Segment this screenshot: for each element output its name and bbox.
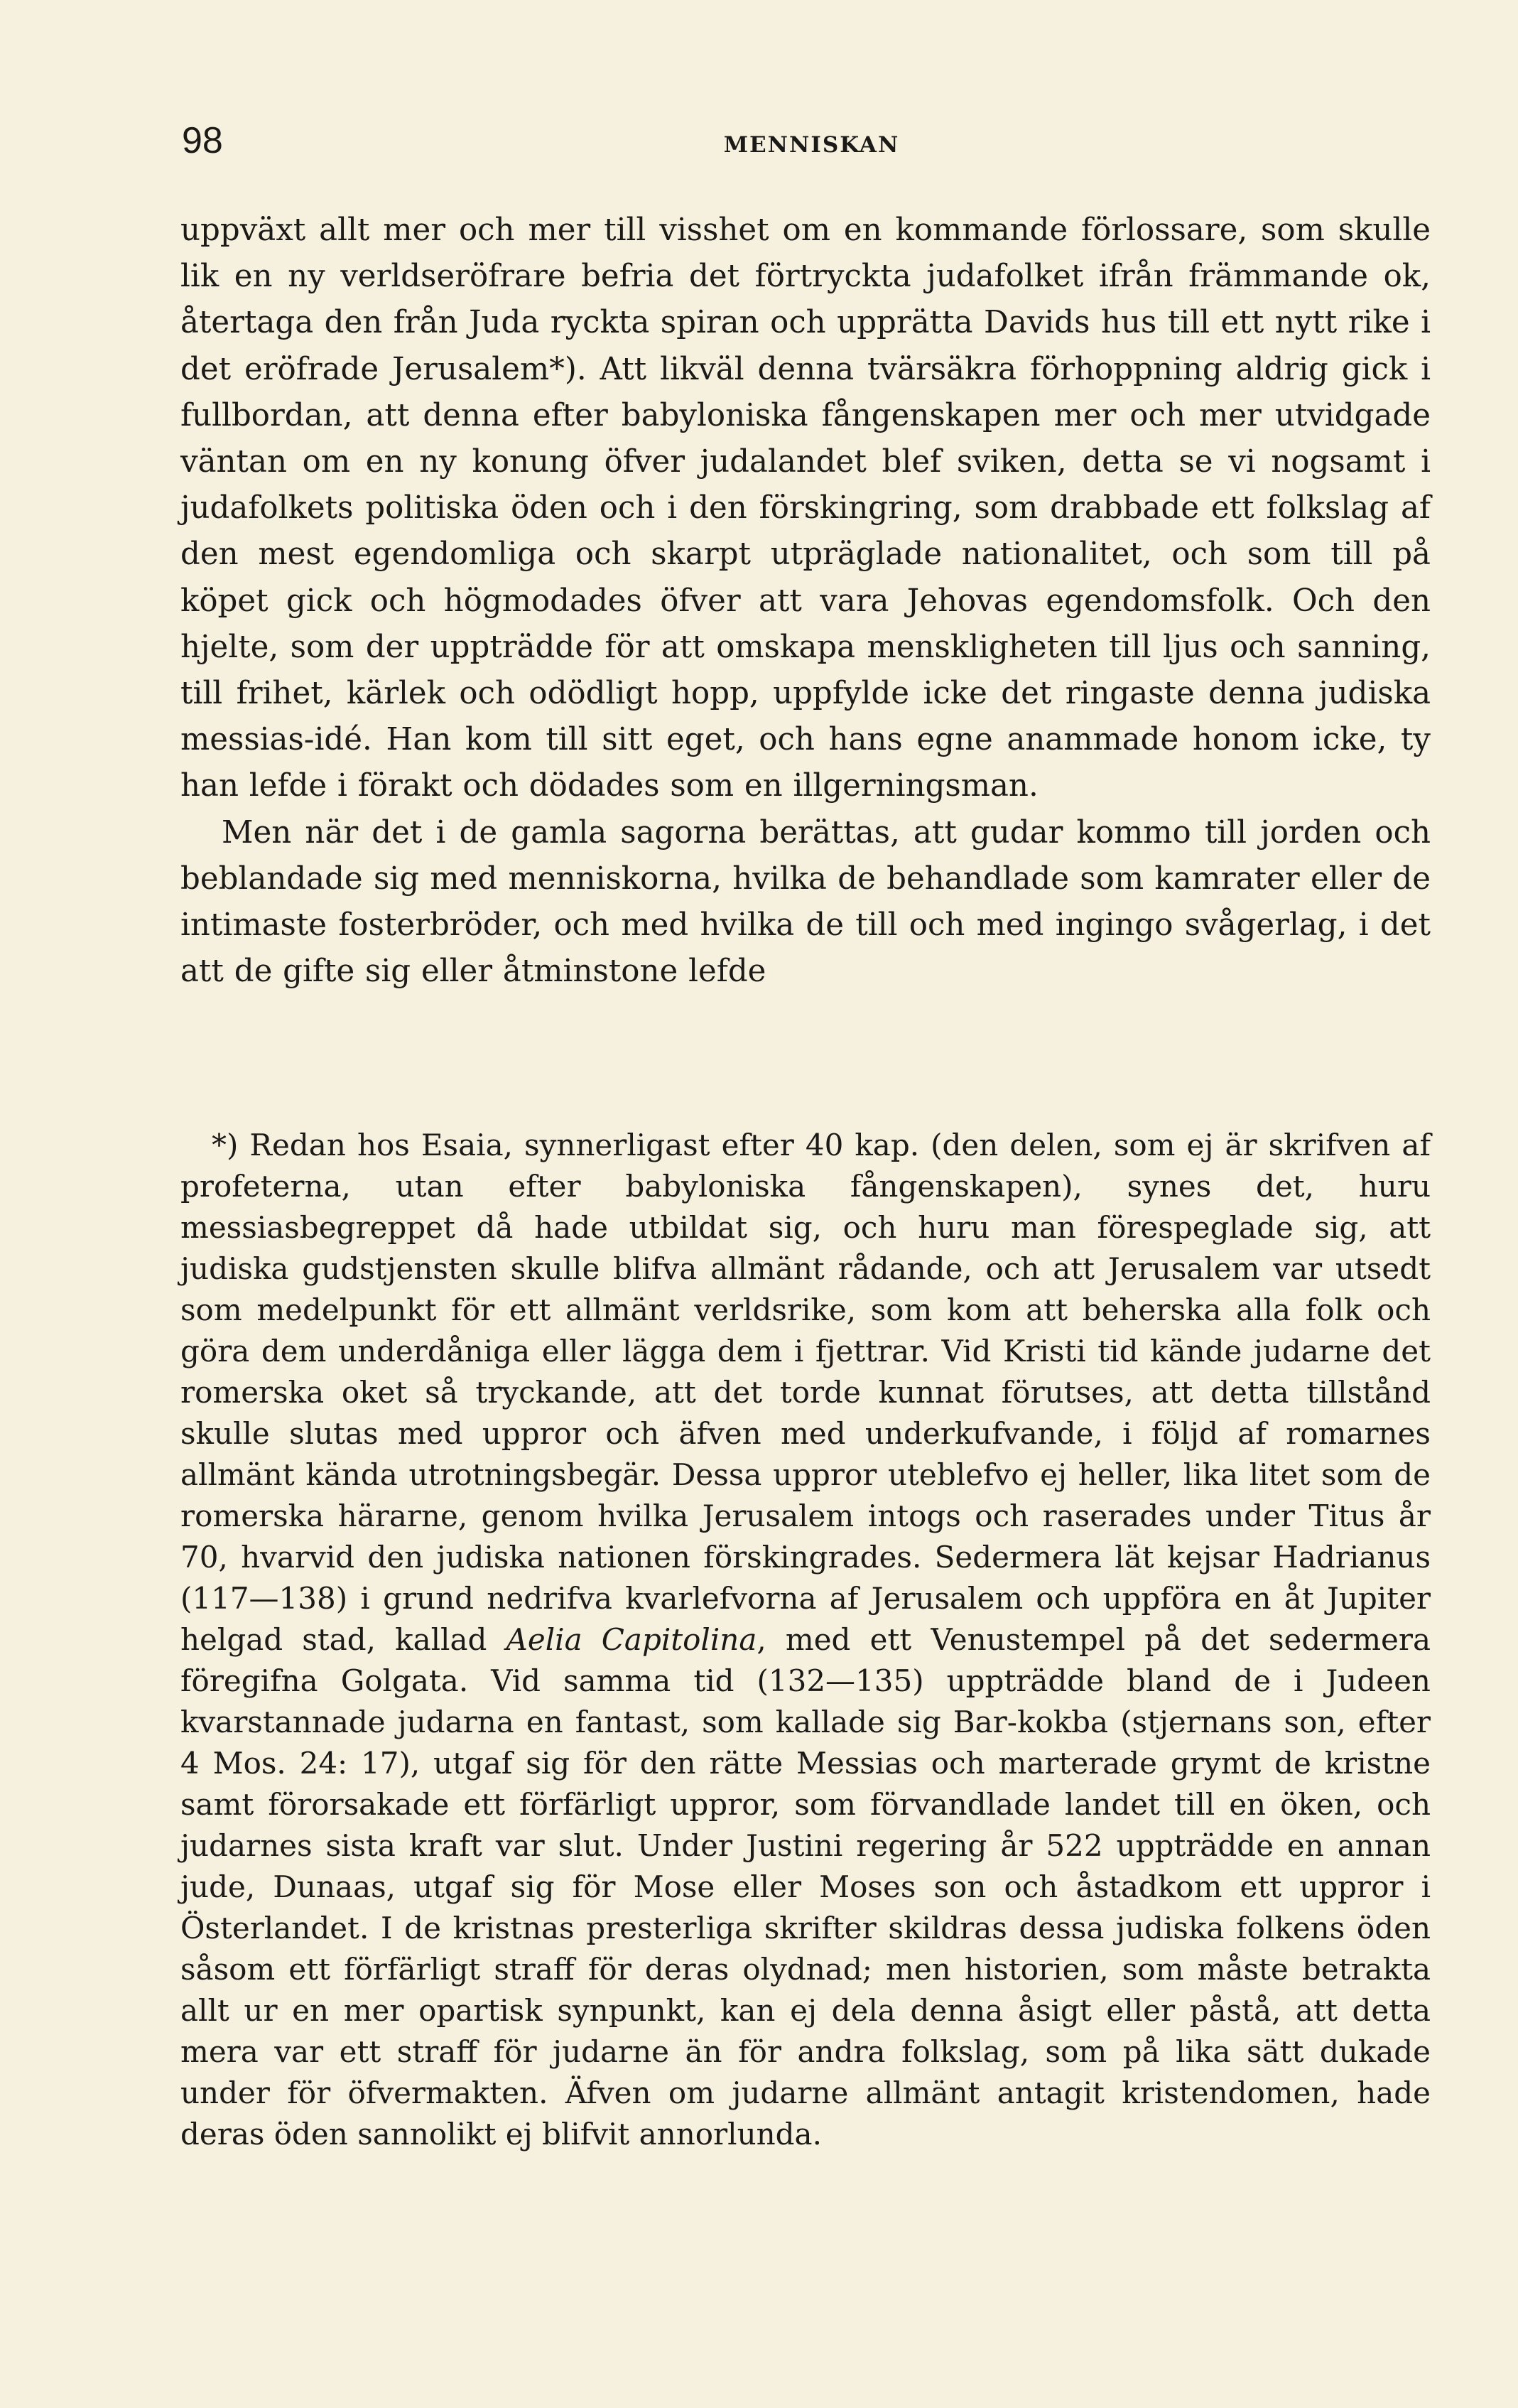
footnote-text-part-2: , med ett Venustempel på det sedermera föregifna Golgata. Vid samma tid (132—135) uppträdde bland de i Judeen kvarstannade judarna en fantast, som kallade sig Bar-kokba (stjernans son, efter 4 Mos. 24: 17), utgaf sig för den rätte Messias och marterade grymt de kristne samt förorsakade ett förfärligt uppror, som förvandlade landet till en öken, och judarnes sista kraft var slut. Under Justini regering år 522 uppträdde en annan jude, Dunaas, utgaf sig för Mose eller Moses son och åstadkom ett uppror i Österlandet. I de kristnas presterliga skrifter skildras dessa judiska folkens öden såsom ett förfärligt straff för deras olydnad; men historien, som måste betrakta allt ur en mer opartisk synpunkt, kan ej dela denna åsigt eller påstå, att detta mera var ett straff för judarne än för andra folkslag, som på lika sätt dukade under för öfvermakten. Äfven om judarne allmänt antagit kristendomen, hade deras öden sannolikt ej blifvit annorlunda.	[180, 1622, 1431, 2151]
page-number: 98	[182, 120, 223, 161]
running-title: MENNISKAN	[723, 132, 900, 158]
footnote-italic-name: Aelia Capitolina	[506, 1622, 757, 1657]
footnote	[180, 1125, 1431, 2155]
body-paragraph-2: Men när det i de gamla sagorna berättas, att gudar kommo till jorden och beblandade sig med menniskorna, hvilka de behandlade som kamrater eller de intimaste fosterbröder, och med hvilka de till och med ingingo svågerlag, i det att de gifte sig eller åtminstone lefde	[180, 814, 1431, 990]
page-header	[182, 112, 1441, 169]
footnote-text-part-1: *) Redan hos Esaia, synnerligast efter 40 kap. (den delen, som ej är skrifven af profeterna, utan efter babyloniska fångenskapen), synes det, huru messiasbegreppet då hade utbildat sig, och huru man förespeglade sig, att judiska gudstjensten skulle blifva allmänt rådande, och att Jerusalem var utsedt som medelpunkt för ett allmänt verldsrike, som kom att beherska alla folk och göra dem underdåniga eller lägga dem i fjettrar. Vid Kristi tid kände judarne det romerska oket så tryckande, att det torde kunnat förutses, att detta tillstånd skulle slutas med uppror och äfven med underkufvande, i följd af romarnes allmänt kända utrotningsbegär. Dessa uppror uteblefvo ej heller, lika litet som de romerska härarne, genom hvilka Jerusalem intogs och raserades under Titus år 70, hvarvid den judiska nationen förskingrades. Sedermera lät kejsar Hadrianus (117—138) i grund nedrifva kvarlefvorna af Jerusalem och uppföra en åt Jupiter helgad stad, kallad	[180, 1128, 1431, 1657]
main-text	[180, 207, 1431, 995]
footnote-paragraph	[180, 1125, 1431, 2155]
body-paragraph-1: uppväxt allt mer och mer till visshet om en kommande förlossare, som skulle lik en ny verldseröfrare befria det förtryckta judafolket ifrån främmande ok, återtaga den från Juda ryckta spiran och upprätta Davids hus till ett nytt rike i det eröfrade Jerusalem*). Att likväl denna tvärsäkra förhoppning aldrig gick i fullbordan, att denna efter babyloniska fångenskapen mer och mer utvidgade väntan om en ny konung öfver judalandet blef sviken, detta se vi nogsamt i judafolkets politiska öden och i den förskingring, som drabbade ett folkslag af den mest egendomliga och skarpt utpräglade nationalitet, och som till på köpet gick och högmodades öfver att vara Jehovas egendomsfolk. Och den hjelte, som der uppträdde för att omskapa menskligheten till ljus och sanning, till frihet, kärlek och odödligt hopp, uppfylde icke det ringaste denna judiska messias-idé. Han kom till sitt eget, och hans egne anammade honom icke, ty han lefde i förakt och dödades som en illgerningsman.	[180, 212, 1431, 804]
